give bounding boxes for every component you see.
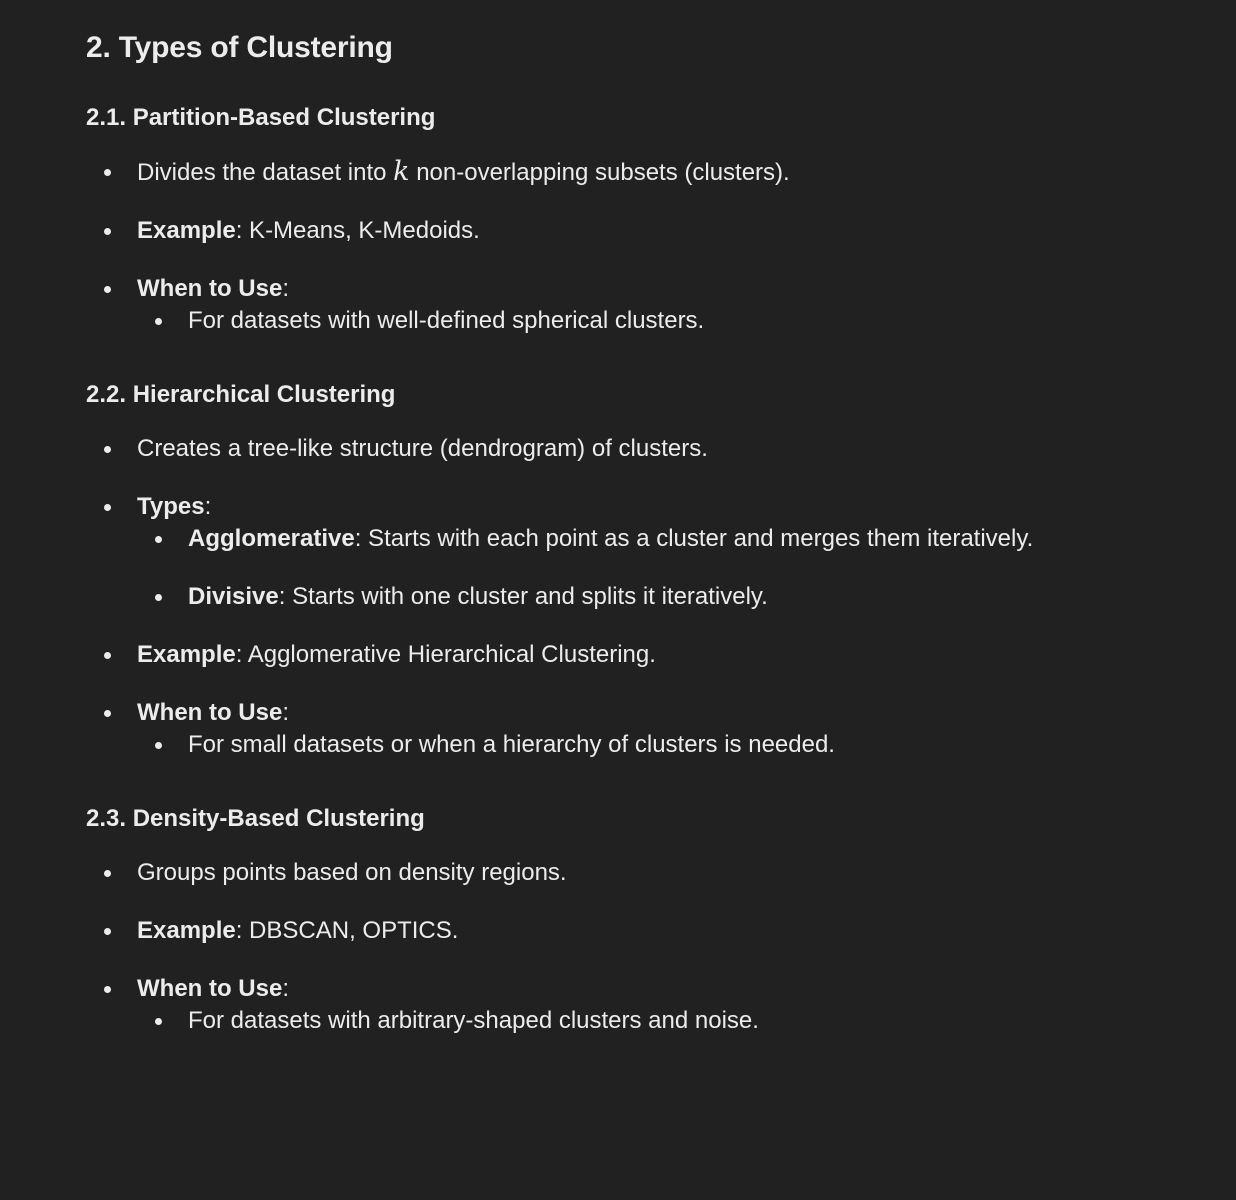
section-partition-based (86, 102, 1206, 337)
list-item (86, 215, 1206, 247)
list-item-text: : K-Means, K-Medoids. (235, 217, 480, 244)
item-label: Agglomerative (188, 525, 355, 552)
section-heading: 2.1. Partition-Based Clustering (86, 104, 436, 131)
list-item (86, 273, 1206, 337)
bullet-list (86, 156, 1206, 337)
sub-bullet-list (137, 1005, 1206, 1037)
list-item (86, 697, 1206, 761)
bullet-list (86, 433, 1206, 761)
list-item-text: : DBSCAN, OPTICS. (235, 917, 459, 944)
list-item (86, 639, 1206, 671)
list-item-text: : Starts with each point as a cluster and merges them iteratively. (354, 525, 1034, 552)
bullet-list (86, 857, 1206, 1037)
list-item: Creates a tree-like structure (dendrogram) of clusters. (86, 433, 1206, 465)
list-item: Groups points based on density regions. (86, 857, 1206, 889)
item-label: Divisive (188, 583, 279, 610)
list-item-text: : Starts with one cluster and splits it iteratively. (278, 583, 768, 610)
list-item (137, 523, 1206, 555)
list-item: For datasets with arbitrary-shaped clusters and noise. (137, 1005, 1206, 1037)
math-variable: k (393, 156, 410, 187)
item-label: When to Use (137, 699, 283, 726)
page-title: 2. Types of Clustering (86, 31, 393, 64)
list-item: For small datasets or when a hierarchy of clusters is needed. (137, 729, 1206, 761)
item-label: Example (137, 917, 236, 944)
item-label: When to Use (137, 275, 283, 302)
item-label: Types (137, 493, 205, 520)
item-label: Example (137, 217, 236, 244)
list-item: For datasets with well-defined spherical clusters. (137, 305, 1206, 337)
list-item-text: : Agglomerative Hierarchical Clustering. (235, 641, 656, 668)
list-item-text: Divides the dataset into (137, 159, 394, 186)
list-item-text: : (282, 275, 290, 302)
item-label: When to Use (137, 975, 283, 1002)
item-label: Example (137, 641, 236, 668)
sub-bullet-list (137, 523, 1206, 613)
list-item (86, 156, 1206, 189)
list-item-text: : (282, 975, 290, 1002)
list-item-text: : (282, 699, 290, 726)
sub-bullet-list (137, 729, 1206, 761)
list-item (137, 581, 1206, 613)
list-item-text: : (204, 493, 212, 520)
list-item (86, 915, 1206, 947)
section-heading: 2.2. Hierarchical Clustering (86, 381, 396, 408)
section-hierarchical (86, 379, 1206, 761)
list-item (86, 973, 1206, 1037)
section-density-based (86, 803, 1206, 1037)
list-item (86, 491, 1206, 613)
list-item-text: non-overlapping subsets (clusters). (409, 159, 790, 186)
section-heading: 2.3. Density-Based Clustering (86, 805, 425, 832)
sub-bullet-list (137, 305, 1206, 337)
